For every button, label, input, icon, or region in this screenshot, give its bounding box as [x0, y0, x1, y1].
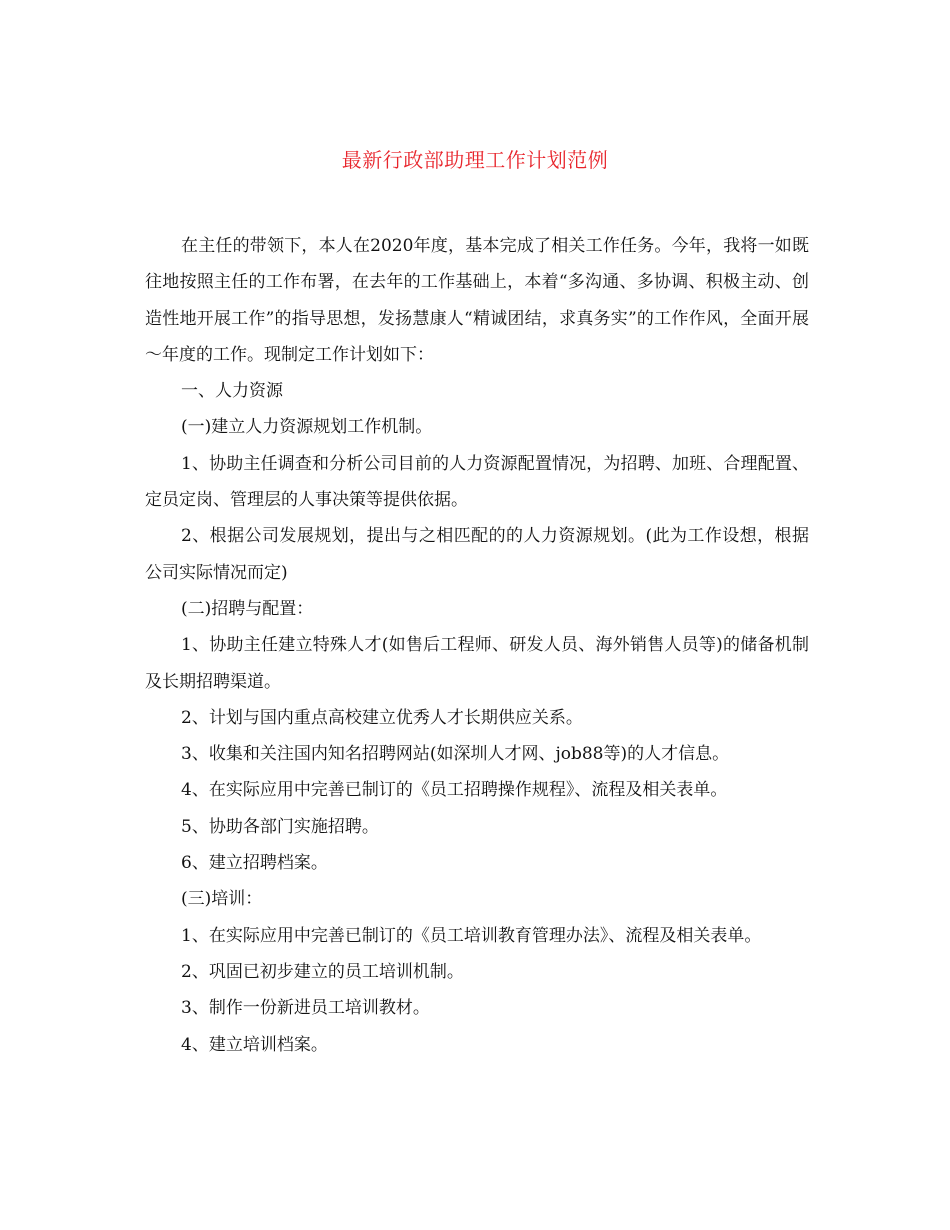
subheading-recruitment: (二)招聘与配置：	[181, 598, 314, 619]
subheading-hr-planning: (一)建立人力资源规划工作机制。	[181, 417, 433, 438]
paragraph-intro: 在主任的带领下，本人在2020年度，基本完成了相关工作任务。今年，我将一如既往地按照主任的工作布署，在去年的工作基础上，本着“多沟通、多协调、积极主动、创造性地开展工作”的指导思想，发扬慧康人“精诚团结，求真务实”的工作作风，全面开展～年度的工作。现制定工作计划如下：	[145, 236, 809, 365]
list-item: 2、计划与国内重点高校建立优秀人才长期供应关系。	[181, 707, 583, 728]
document-body	[145, 228, 809, 1063]
list-item: 1、协助主任建立特殊人才(如售后工程师、研发人员、海外销售人员等)的储备机制及长期招聘渠道。	[145, 635, 809, 692]
list-item: 5、协助各部门实施招聘。	[181, 816, 379, 837]
heading-human-resources: 一、人力资源	[181, 381, 283, 402]
list-item: 4、建立培训档案。	[181, 1034, 328, 1055]
list-item: 6、建立招聘档案。	[181, 853, 328, 874]
list-item: 4、在实际应用中完善已制订的《员工招聘操作规程》、流程及相关表单。	[181, 780, 728, 801]
list-item: 1、协助主任调查和分析公司目前的人力资源配置情况，为招聘、加班、合理配置、定员定岗、管理层的人事决策等提供依据。	[145, 453, 809, 511]
list-item: 2、巩固已初步建立的员工培训机制。	[181, 961, 464, 982]
document-title: 最新行政部助理工作计划范例	[341, 148, 609, 172]
list-item: 2、根据公司发展规划，提出与之相匹配的的人力资源规划。(此为工作设想，根据公司实际情况而定)	[145, 526, 809, 583]
list-item: 3、收集和关注国内知名招聘网站(如深圳人才网、job88等)的人才信息。	[181, 744, 730, 765]
list-item: 1、在实际应用中完善已制订的《员工培训教育管理办法》、流程及相关表单。	[181, 925, 762, 946]
subheading-training: (三)培训：	[181, 889, 263, 910]
list-item: 3、制作一份新进员工培训教材。	[181, 998, 430, 1019]
